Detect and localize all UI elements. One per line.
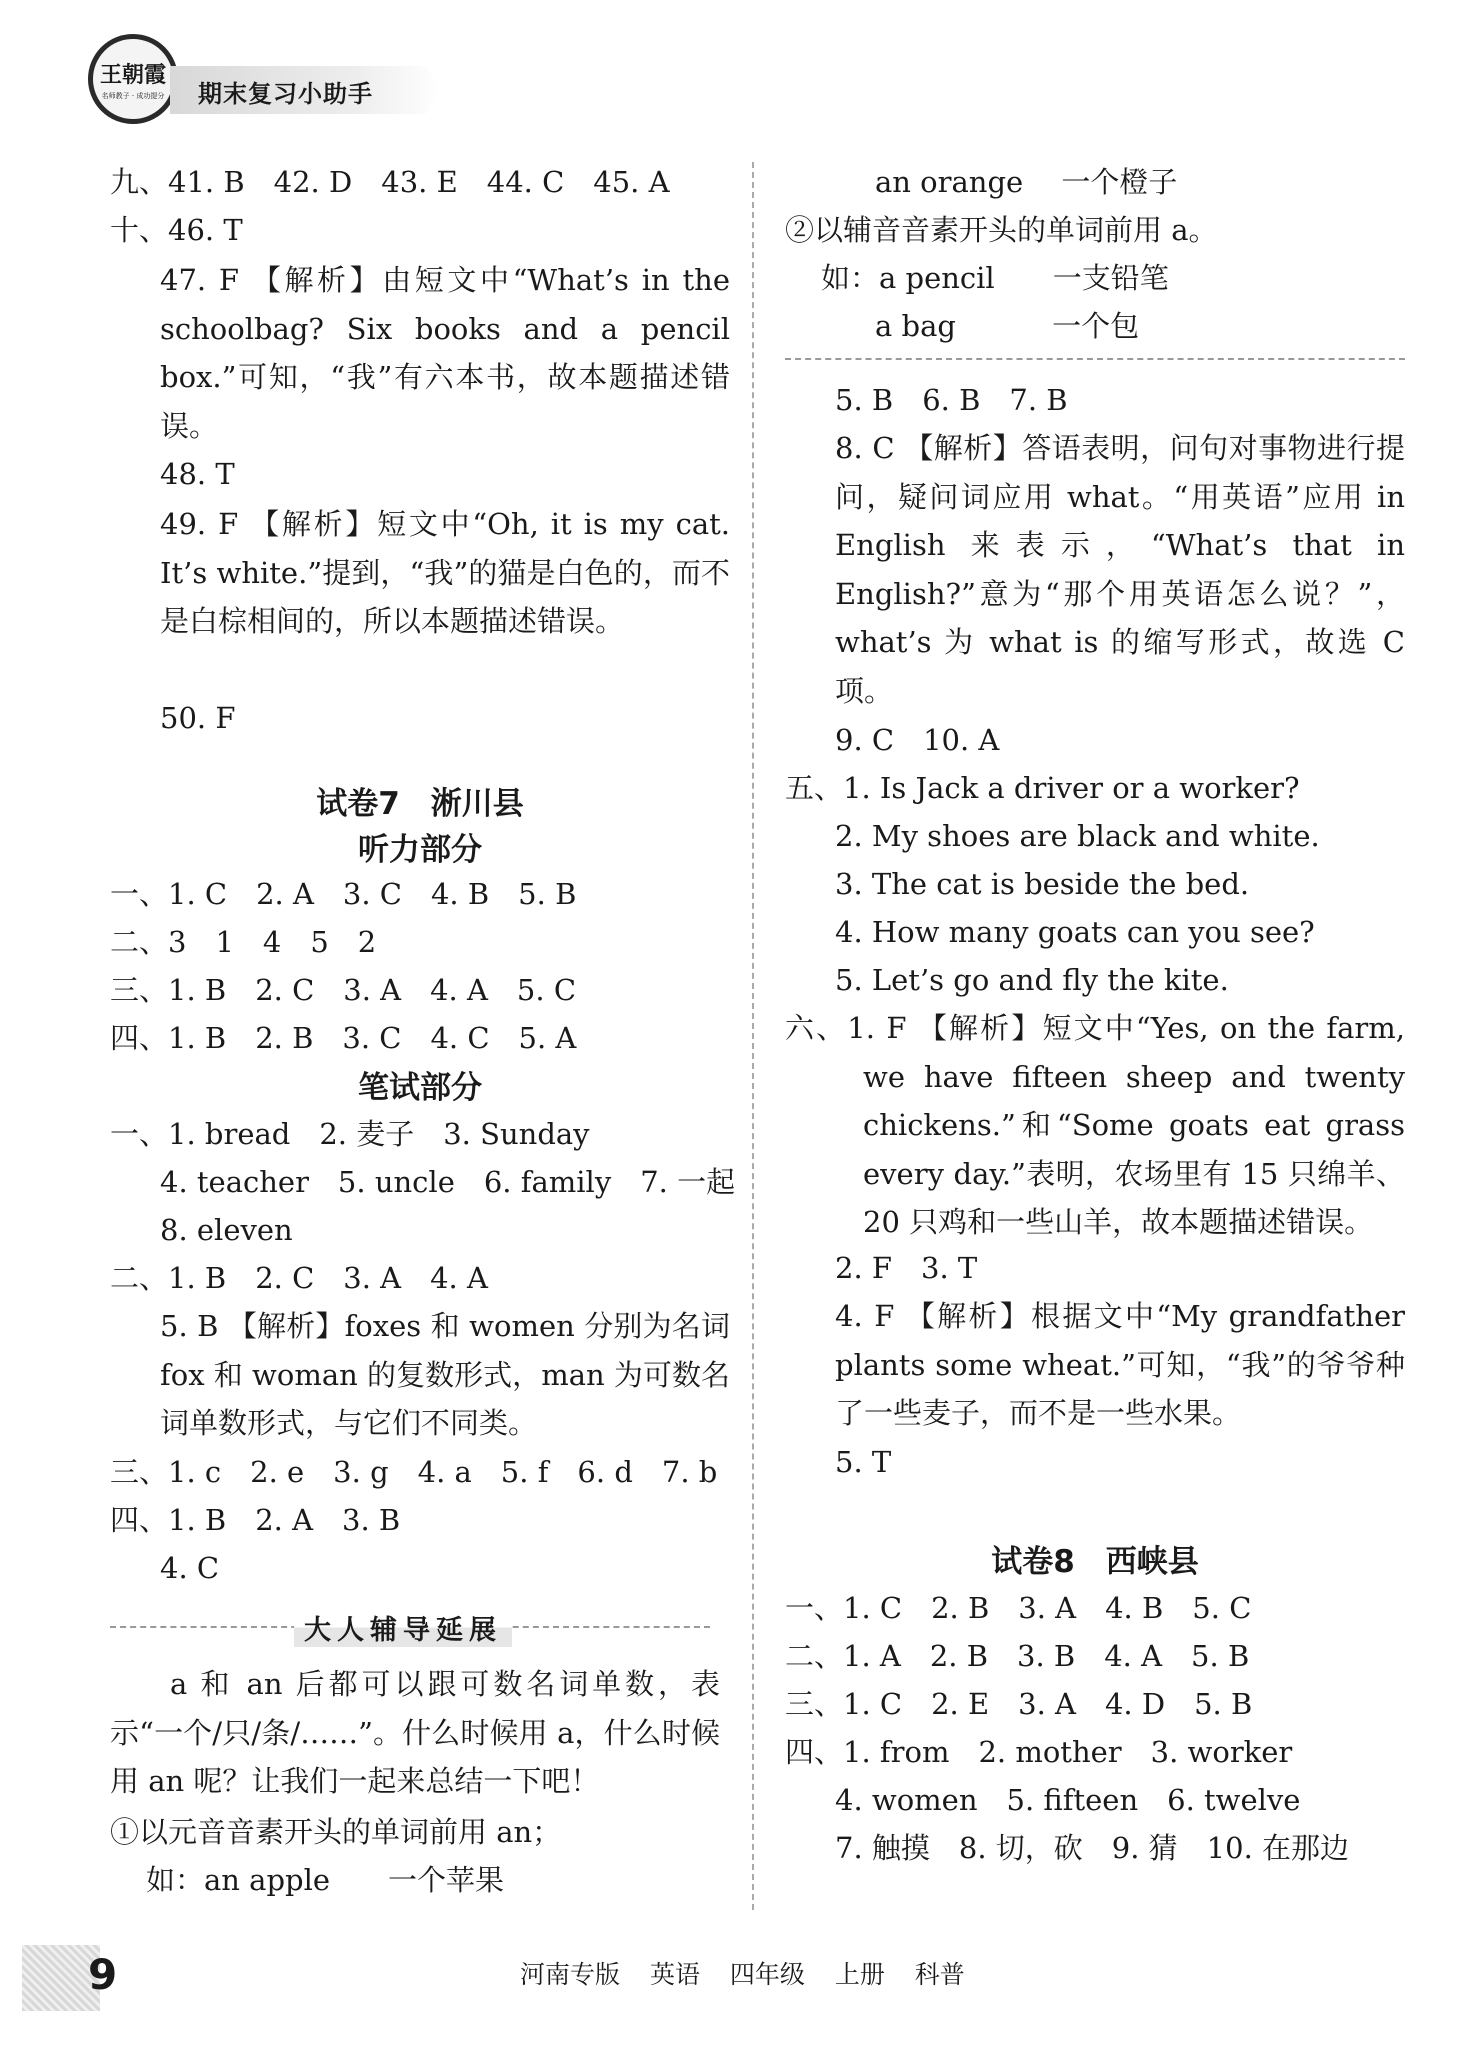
answer-line: 4. teacher 5. uncle 6. family 7. 一起 [160,1165,736,1199]
page-header [88,30,448,140]
brand-logo [88,34,178,124]
answer-line: 一、1. C 2. A 3. C 4. B 5. B [110,877,577,911]
answer-line: 一、1. C 2. B 3. A 4. B 5. C [785,1591,1252,1625]
answer-line: 2. My shoes are black and white. [835,819,1320,853]
answer-line: 五、1. Is Jack a driver or a worker? [785,771,1300,805]
logo-text: 王朝霞 [99,61,166,88]
page-number: 9 [88,1950,118,1999]
footer-info: 河南专版 英语 四年级 上册 科普 [520,1960,965,1989]
header-title: 期末复习小助手 [198,80,373,108]
extension-example: a bag 一个包 [875,309,1140,343]
answer-line: 一、1. bread 2. 麦子 3. Sunday [110,1117,590,1151]
answer-line: 四、1. from 2. mother 3. worker [785,1735,1293,1769]
answer-line: 5. Let’s go and fly the kite. [835,963,1229,997]
extension-example: 如：an apple 一个苹果 [146,1863,505,1897]
extension-example: an orange 一个橙子 [875,165,1178,199]
answer-line: 3. The cat is beside the bed. [835,867,1250,901]
section-title: 试卷7 淅川县 [316,786,524,822]
answer-line: 二、1. A 2. B 3. B 4. A 5. B [785,1639,1250,1673]
answer-line: 5. T [835,1445,892,1479]
extension-rule: ②以辅音音素开头的单词前用 a。 [785,213,1218,247]
column-divider [752,162,754,1910]
answer-line: 二、1. B 2. C 3. A 4. A [110,1261,488,1295]
answer-line: 十、46. T [110,213,243,247]
answer-line: 8. eleven [160,1213,293,1247]
answer-line: 三、1. B 2. C 3. A 4. A 5. C [110,973,577,1007]
answer-explanation: 49. F 【解析】短文中“Oh, it is my cat. It’s white.”提到，“我”的猫是白色的，而不是白棕相间的，所以本题描述错误。 [160,507,730,638]
answer-line: 48. T [160,457,235,491]
answer-line: 4. C [160,1551,220,1585]
answer-line: 9. C 10. A [835,723,1000,757]
logo-subtext: 名师教子 · 成功提分 [101,91,165,100]
answer-explanation: 4. F 【解析】根据文中“My grandfather plants some wheat.”可知，“我”的爷爷种了一些麦子，而不是一些水果。 [835,1299,1405,1430]
answer-line: 50. F [160,701,236,735]
answer-line: 四、1. B 2. A 3. B [110,1503,401,1537]
extension-rule: ①以元音音素开头的单词前用 an； [110,1815,562,1849]
extension-paragraph: a 和 an 后都可以跟可数名词单数，表示“一个/只/条/……”。什么时候用 a，什么时候用 an 呢？让我们一起来总结一下吧！ [110,1667,720,1798]
answer-line: 5. B 6. B 7. B [835,383,1068,417]
answer-line: 二、3 1 4 5 2 [110,925,377,959]
answer-explanation: 8. C 【解析】答语表明，问句对事物进行提问，疑问词应用 what。“用英语”应用 in English 来表示，“What’s that in English?”意为“那个用英语怎么说？”，what’s 为 what is 的缩写形式，故选 C 项。 [835,431,1405,708]
answer-explanation: 47. F 【解析】由短文中“What’s in the schoolbag? Six books and a pencil box.”可知，“我”有六本书，故本题描述错误。 [160,263,730,443]
answer-line: 2. F 3. T [835,1251,978,1285]
answer-explanation: 六、1. F 【解析】短文中“Yes, on the farm, we have fifteen sheep and twenty chickens.”和“Some goats eat grass every day.”表明，农场里有 15 只绵羊、20 只鸡和一些山羊，故本题描述错误。 [785,1011,1405,1239]
answer-line: 4. How many goats can you see? [835,915,1315,949]
answer-line: 三、1. c 2. e 3. g 4. a 5. f 6. d 7. b [110,1455,718,1489]
answer-explanation: 5. B 【解析】foxes 和 women 分别为名词 fox 和 woman 的复数形式，man 为可数名词单数形式，与它们不同类。 [160,1309,730,1440]
section-title: 试卷8 西峡县 [991,1544,1199,1580]
answer-line: 4. women 5. fifteen 6. twelve [835,1783,1301,1817]
answer-line: 三、1. C 2. E 3. A 4. D 5. B [785,1687,1253,1721]
answer-line: 四、1. B 2. B 3. C 4. C 5. A [110,1021,577,1055]
extension-example: 如：a pencil 一支铅笔 [821,261,1169,295]
extension-title: 大人辅导延展 [294,1608,512,1647]
extension-end-divider [785,358,1405,360]
answer-line: 7. 触摸 8. 切，砍 9. 猜 10. 在那边 [835,1831,1350,1865]
answer-line: 九、41. B 42. D 43. E 44. C 45. A [110,165,670,199]
subsection-title: 笔试部分 [358,1070,482,1106]
subsection-title: 听力部分 [358,832,482,868]
